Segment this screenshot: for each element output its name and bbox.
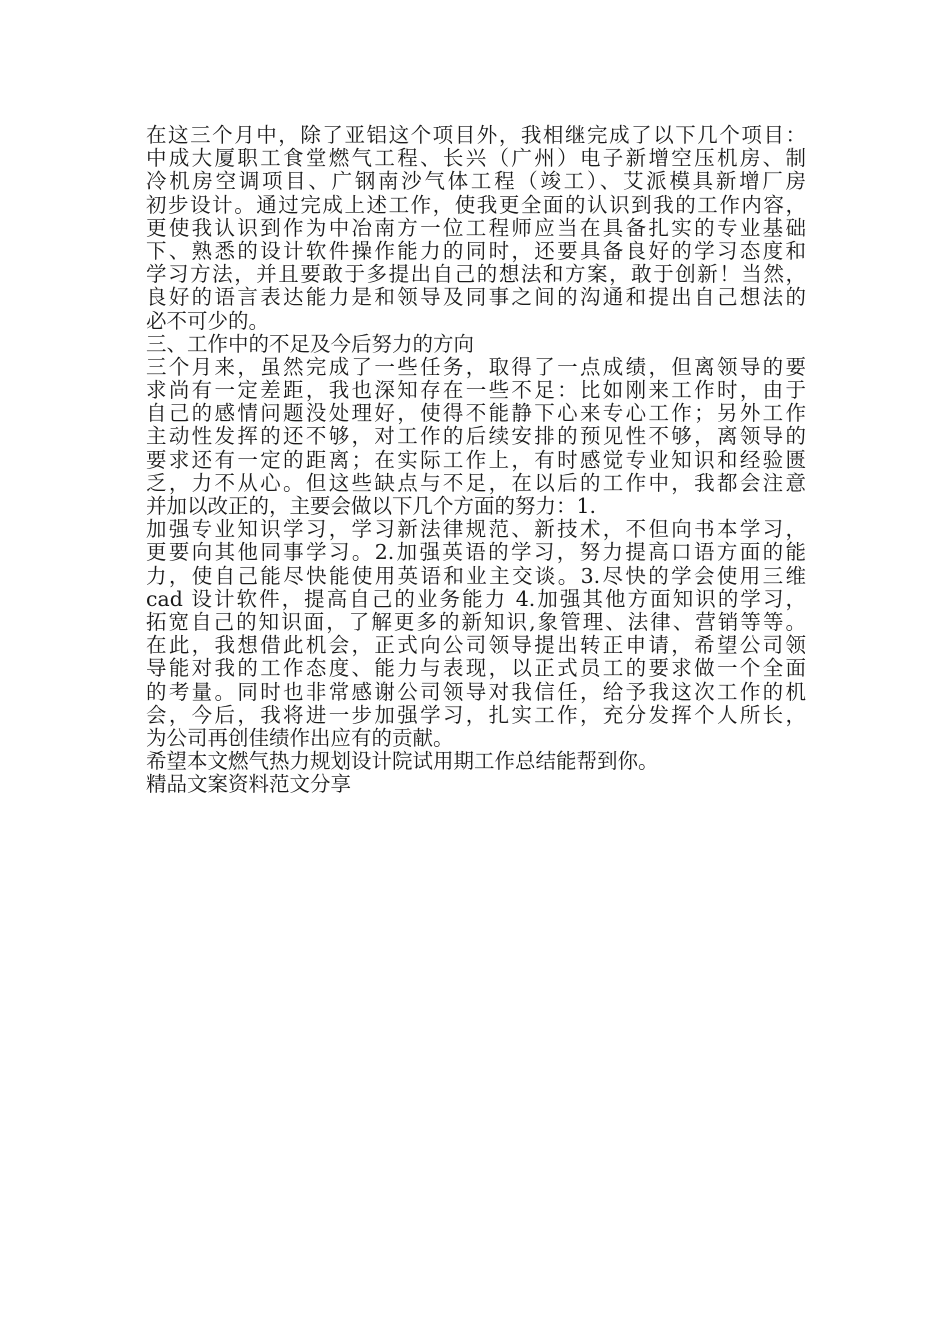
text-line: 学习方法，并且要敢于多提出自己的想法和方案，敢于创新！当然，: [146, 263, 806, 287]
text-line: 自己的感情问题没处理好，使得不能静下心来专心工作；另外工作: [146, 402, 806, 426]
text-line: 在此，我想借此机会，正式向公司领导提出转正申请，希望公司领: [146, 634, 806, 658]
text-line: 必不可少的。: [146, 308, 269, 333]
document-body: [146, 124, 806, 796]
text-line: 在这三个月中，除了亚铝这个项目外，我相继完成了以下几个项目：: [146, 124, 806, 147]
text-line: 下、熟悉的设计软件操作能力的同时，还要具备良好的学习态度和: [146, 239, 806, 263]
text-line: 求尚有一定差距，我也深知存在一些不足：比如刚来工作时，由于: [146, 379, 806, 403]
text-line: 主动性发挥的还不够，对工作的后续安排的预见性不够，离领导的: [146, 425, 806, 449]
text-line: 更使我认识到作为中冶南方一位工程师应当在具备扎实的专业基础: [146, 216, 806, 240]
text-line: 更要向其他同事学习。2.加强英语的学习，努力提高口语方面的能: [146, 541, 806, 565]
text-line: 要求还有一定的距离；在实际工作上，有时感觉专业知识和经验匮: [146, 448, 806, 472]
text-line: 冷机房空调项目、广钢南沙气体工程（竣工）、艾派模具新增厂房: [146, 170, 806, 194]
text-line: 会，今后，我将进一步加强学习，扎实工作，充分发挥个人所长，: [146, 703, 806, 727]
text-line: cad 设计软件，提高自己的业务能力 4.加强其他方面知识的学习，: [146, 587, 806, 611]
closing-line: 希望本文燃气热力规划设计院试用期工作总结能帮到你。: [146, 749, 659, 774]
text-line: 力，使自己能尽快能使用英语和业主交谈。3.尽快的学会使用三维: [146, 564, 806, 588]
text-line: 加强专业知识学习，学习新法律规范、新技术，不但向书本学习，: [146, 518, 806, 542]
text-line: 乏，力不从心。但这些缺点与不足，在以后的工作中，我都会注意: [146, 471, 806, 495]
text-line: 的考量。同时也非常感谢公司领导对我信任，给予我这次工作的机: [146, 680, 806, 704]
text-line: 中成大厦职工食堂燃气工程、长兴（广州）电子新增空压机房、制: [146, 147, 806, 171]
text-line: 为公司再创佳绩作出应有的贡献。: [146, 725, 454, 750]
text-line: 初步设计。通过完成上述工作，使我更全面的认识到我的工作内容，: [146, 193, 806, 217]
text-line: 拓宽自己的知识面，了解更多的新知识,象管理、法律、营销等等。: [146, 610, 806, 634]
text-line: 导能对我的工作态度、能力与表现，以正式员工的要求做一个全面: [146, 657, 806, 681]
section-heading: 三、工作中的不足及今后努力的方向: [146, 331, 474, 356]
text-line: 并加以改正的，主要会做以下几个方面的努力：1.: [146, 494, 597, 518]
footer-line: 精品文案资料范文分享: [146, 772, 351, 797]
text-line: 三个月来，虽然完成了一些任务，取得了一点成绩，但离领导的要: [146, 355, 806, 379]
text-line: 良好的语言表达能力是和领导及同事之间的沟通和提出自己想法的: [146, 286, 806, 310]
